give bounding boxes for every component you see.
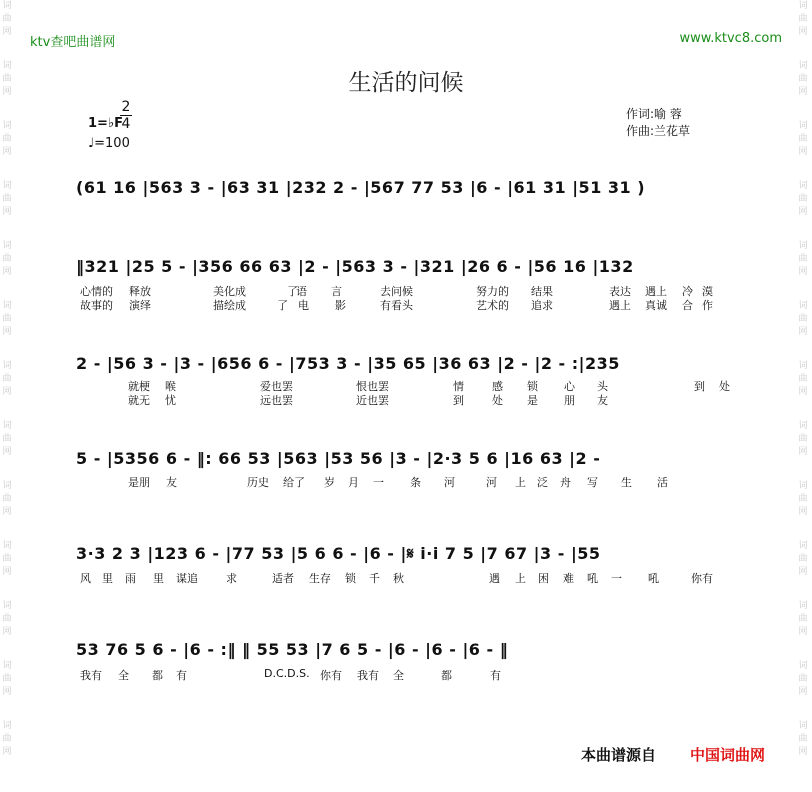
lyric-syllable: 有: [176, 669, 187, 682]
lyric-syllable: 处: [492, 394, 503, 407]
lyric-syllable: 表达: [609, 285, 631, 298]
lyric-syllable: 遇上: [645, 285, 667, 298]
lyric-syllable: 影: [335, 299, 346, 312]
lyric-syllable: 锁: [345, 572, 356, 585]
lyric-syllable: 心情的: [80, 285, 113, 298]
time-signature: [120, 99, 132, 132]
lyric-syllable: 语: [296, 285, 307, 298]
notation-row: 5 - |5356 6 - ‖: 66 53 |563 |53 56 |3 - |2·3 5 6 |16 63 |2 -: [76, 449, 601, 468]
lyric-syllable: 适者: [272, 572, 294, 585]
notation-row: (61 16 |563 3 - |63 31 |232 2 - |567 77 53 |6 - |61 31 |51 31 ): [76, 178, 646, 197]
watermark-text: 词曲网: [2, 721, 12, 757]
lyric-syllable: 了: [277, 299, 288, 312]
lyric-syllable: 是朋: [128, 476, 150, 489]
lyric-syllable: 头: [597, 380, 608, 393]
lyric-syllable: 美化成: [213, 285, 246, 298]
watermark-text: 词曲网: [2, 181, 12, 217]
watermark-text: 词曲网: [2, 241, 12, 277]
lyricist: 作词:喻 蓉: [626, 107, 682, 121]
lyric-syllable: 朋: [564, 394, 575, 407]
lyric-syllable: 秋: [393, 572, 404, 585]
notation-row: 3·3 2 3 |123 6 - |77 53 |5 6 6 - |6 - |𝄋 i·i 7 5 |7 67 |3 - |55: [76, 544, 601, 563]
lyric-syllable: 描绘成: [213, 299, 246, 312]
lyric-syllable: 故事的: [80, 299, 113, 312]
left-watermark: [0, 0, 16, 792]
lyric-syllable: 生存: [309, 572, 331, 585]
watermark-text: 词曲网: [798, 121, 808, 157]
lyric-syllable: 一: [373, 476, 384, 489]
lyric-syllable: 历史: [247, 476, 269, 489]
lyric-syllable: 就梗: [128, 380, 150, 393]
lyric-syllable: 合: [682, 299, 693, 312]
lyric-syllable: 吼: [587, 572, 598, 585]
lyric-syllable: 雨: [125, 572, 136, 585]
watermark-text: 词曲网: [798, 601, 808, 637]
lyric-syllable: 求: [226, 572, 237, 585]
credits: [626, 106, 690, 140]
lyric-syllable: 电: [298, 299, 309, 312]
notation-row: 2 - |56 3 - |3 - |656 6 - |753 3 - |35 65 |36 63 |2 - |2 - :|235: [76, 354, 620, 373]
watermark-text: 词曲网: [2, 481, 12, 517]
lyric-syllable: 困: [538, 572, 549, 585]
time-signature-top: 2: [121, 99, 131, 115]
lyric-syllable: 恨也罢: [356, 380, 389, 393]
notation-row: 53 76 5 6 - |6 - :‖ ‖ 55 53 |7 6 5 - |6 - |6 - |6 - ‖: [76, 640, 509, 659]
lyric-syllable: 里: [153, 572, 164, 585]
lyric-syllable: 都: [441, 669, 452, 682]
lyric-syllable: 努力的: [476, 285, 509, 298]
lyric-syllable: 我有: [357, 669, 379, 682]
lyric-syllable: 情: [453, 380, 464, 393]
lyric-syllable: 全: [118, 669, 129, 682]
watermark-text: 词曲网: [798, 721, 808, 757]
lyric-syllable: 全: [393, 669, 404, 682]
lyric-syllable: 遇: [489, 572, 500, 585]
lyric-syllable: 是: [527, 394, 538, 407]
lyric-syllable: 河: [486, 476, 497, 489]
lyric-syllable: 一: [611, 572, 622, 585]
lyric-syllable: 你有: [320, 669, 342, 682]
lyric-syllable: 舟: [560, 476, 571, 489]
watermark-text: 词曲网: [2, 661, 12, 697]
site-url-right: www.ktvc8.com: [679, 31, 782, 46]
lyric-syllable: 了: [287, 285, 298, 298]
time-signature-bottom: 4: [121, 116, 131, 132]
composer: 作曲:兰花草: [626, 124, 691, 138]
lyric-syllable: 生: [621, 476, 632, 489]
lyric-syllable: 我有: [80, 669, 102, 682]
lyric-syllable: 里: [102, 572, 113, 585]
lyric-syllable: 友: [166, 476, 177, 489]
lyric-syllable: 给了: [283, 476, 305, 489]
lyric-syllable: 冷: [682, 285, 693, 298]
lyric-syllable: 就无: [128, 394, 150, 407]
watermark-text: 词曲网: [798, 481, 808, 517]
watermark-text: 词曲网: [798, 301, 808, 337]
lyric-syllable: 心: [564, 380, 575, 393]
lyric-syllable: 漠: [702, 285, 713, 298]
lyric-syllable: 泛: [537, 476, 548, 489]
lyric-syllable: 有: [490, 669, 501, 682]
footer-source-link[interactable]: 中国词曲网: [690, 746, 766, 764]
lyric-syllable: 近也罢: [356, 394, 389, 407]
lyric-syllable: 都: [152, 669, 163, 682]
lyric-syllable: 远也罢: [260, 394, 293, 407]
lyric-syllable: 谋追: [176, 572, 198, 585]
lyric-syllable: 释放: [129, 285, 151, 298]
lyric-syllable: 到: [694, 380, 705, 393]
lyric-syllable: 你有: [691, 572, 713, 585]
lyric-syllable: 风: [80, 572, 91, 585]
lyric-syllable: 喉: [165, 380, 176, 393]
lyric-syllable: 作: [702, 299, 713, 312]
watermark-text: 词曲网: [2, 121, 12, 157]
lyric-syllable: 锁: [527, 380, 538, 393]
lyric-syllable: 去问候: [380, 285, 413, 298]
lyric-syllable: 上: [515, 572, 526, 585]
watermark-text: 词曲网: [2, 301, 12, 337]
lyric-syllable: 演绎: [129, 299, 151, 312]
lyric-syllable: 到: [453, 394, 464, 407]
song-title: 生活的问候: [348, 70, 464, 96]
watermark-text: 词曲网: [798, 421, 808, 457]
notation-row: ‖321 |25 5 - |356 66 63 |2 - |563 3 - |321 |26 6 - |56 16 |132: [76, 257, 634, 276]
watermark-text: 词曲网: [798, 661, 808, 697]
right-watermark: [796, 0, 812, 792]
lyric-syllable: 难: [563, 572, 574, 585]
lyric-syllable: 有看头: [380, 299, 413, 312]
lyric-syllable: 感: [492, 380, 503, 393]
lyric-syllable: 活: [657, 476, 668, 489]
tempo-marking: ♩=100: [88, 136, 130, 151]
watermark-text: 词曲网: [798, 541, 808, 577]
watermark-text: 词曲网: [2, 61, 12, 97]
site-name-left: ktv查吧曲谱网: [30, 35, 116, 50]
key-signature: 1=♭F: [88, 116, 123, 131]
lyric-syllable: 遇上: [609, 299, 631, 312]
lyric-syllable: 处: [719, 380, 730, 393]
lyric-syllable: 月: [348, 476, 359, 489]
watermark-text: 词曲网: [798, 1, 808, 37]
watermark-text: 词曲网: [2, 601, 12, 637]
watermark-text: 词曲网: [2, 361, 12, 397]
lyric-syllable: 岁: [324, 476, 335, 489]
watermark-text: 词曲网: [798, 61, 808, 97]
watermark-text: 词曲网: [798, 361, 808, 397]
lyric-syllable: 条: [410, 476, 421, 489]
lyric-syllable: 言: [331, 285, 342, 298]
lyric-syllable: 千: [369, 572, 380, 585]
footer-source-label: 本曲谱源自: [581, 746, 657, 764]
watermark-text: 词曲网: [798, 241, 808, 277]
lyric-syllable: 结果: [531, 285, 553, 298]
watermark-text: 词曲网: [2, 541, 12, 577]
watermark-text: 词曲网: [2, 421, 12, 457]
lyric-syllable: 吼: [648, 572, 659, 585]
watermark-text: 词曲网: [2, 1, 12, 37]
lyric-syllable: 艺术的: [476, 299, 509, 312]
lyric-syllable: 忧: [165, 394, 176, 407]
lyric-syllable: 写: [587, 476, 598, 489]
lyric-syllable: 真诚: [645, 299, 667, 312]
lyric-syllable: D.C.D.S.: [264, 667, 310, 680]
watermark-text: 词曲网: [798, 181, 808, 217]
lyric-syllable: 友: [597, 394, 608, 407]
lyric-syllable: 爱也罢: [260, 380, 293, 393]
lyric-syllable: 上: [515, 476, 526, 489]
lyric-syllable: 追求: [531, 299, 553, 312]
lyric-syllable: 河: [444, 476, 455, 489]
